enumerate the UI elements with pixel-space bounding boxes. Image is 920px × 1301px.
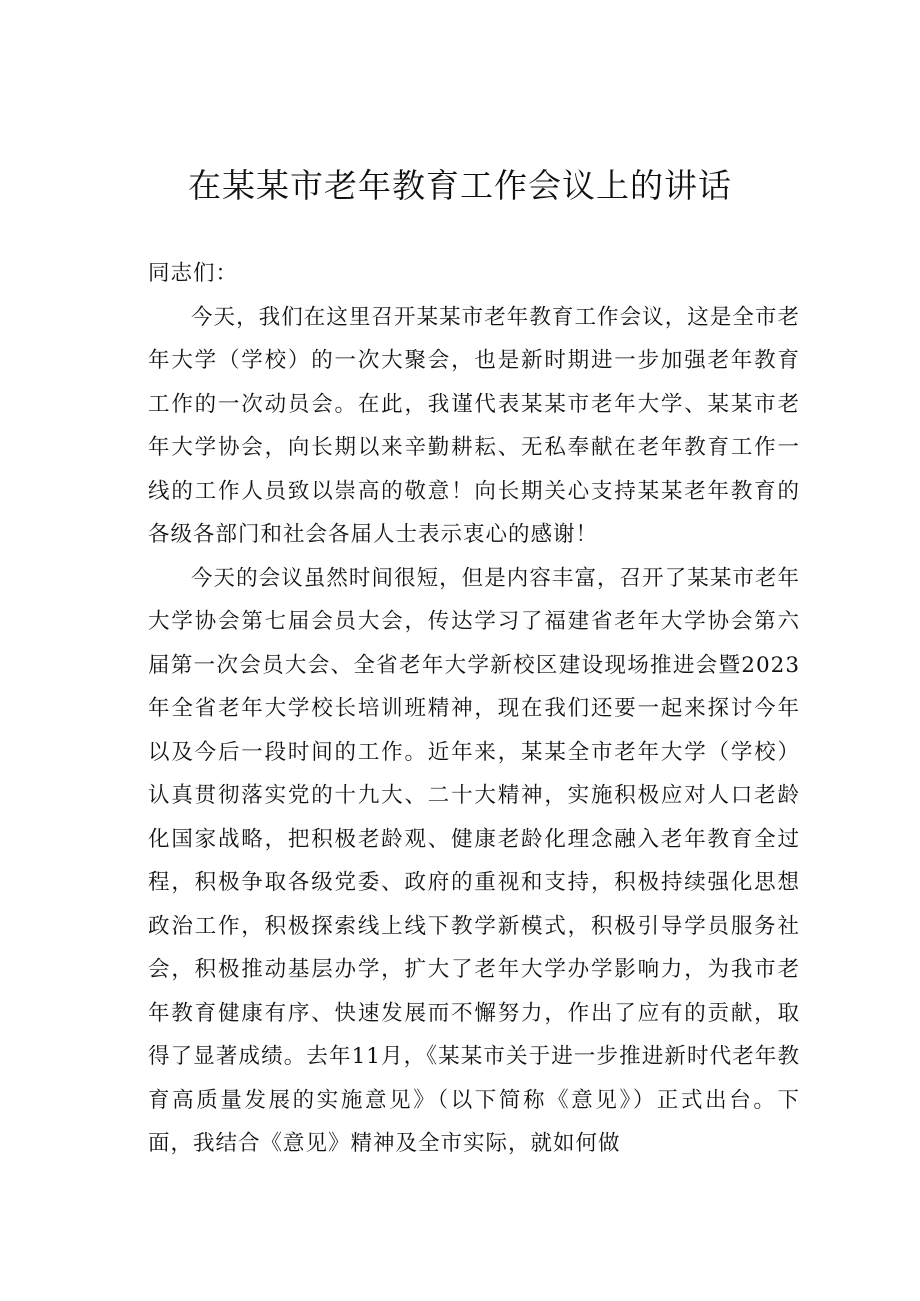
paragraph-1: 今天，我们在这里召开某某市老年教育工作会议，这是全市老年大学（学校）的一次大聚会，也是新时期进一步加强老年教育工作的一次动员会。在此，我谨代表某某市老年大学、某某市老年大学协会，向长期以来辛勤耕耘、无私奉献在老年教育工作一线的工作人员致以崇高的敬意！向长期关心支持某某老年教育的各级各部门和社会各届人士表示衷心的感谢！ bbox=[148, 304, 800, 547]
document-body bbox=[148, 252, 800, 1166]
paragraph-2: 今天的会议虽然时间很短，但是内容丰富，召开了某某市老年大学协会第七届会员大会，传达学习了福建省老年大学协会第六届第一次会员大会、全省老年大学新校区建设现场推进会暨2023年全省老年大学校长培训班精神，现在我们还要一起来探讨今年以及今后一段时间的工作。近年来，某某全市老年大学（学校）认真贯彻落实党的十九大、二十大精神，实施积极应对人口老龄化国家战略，把积极老龄观、健康老龄化理念融入老年教育全过程，积极争取各级党委、政府的重视和支持，积极持续强化思想政治工作，积极探索线上线下教学新模式，积极引导学员服务社会，积极推动基层办学，扩大了老年大学办学影响力，为我市老年教育健康有序、快速发展而不懈努力，作出了应有的贡献，取得了显著成绩。去年11月，《某某市关于进一步推进新时代老年教育高质量发展的实施意见》（以下简称《意见》）正式出台。下面，我结合《意见》精神及全市实际，就如何做 bbox=[148, 565, 800, 1156]
document-title: 在某某市老年教育工作会议上的讲话 bbox=[188, 166, 732, 205]
salutation: 同志们： bbox=[148, 261, 239, 286]
